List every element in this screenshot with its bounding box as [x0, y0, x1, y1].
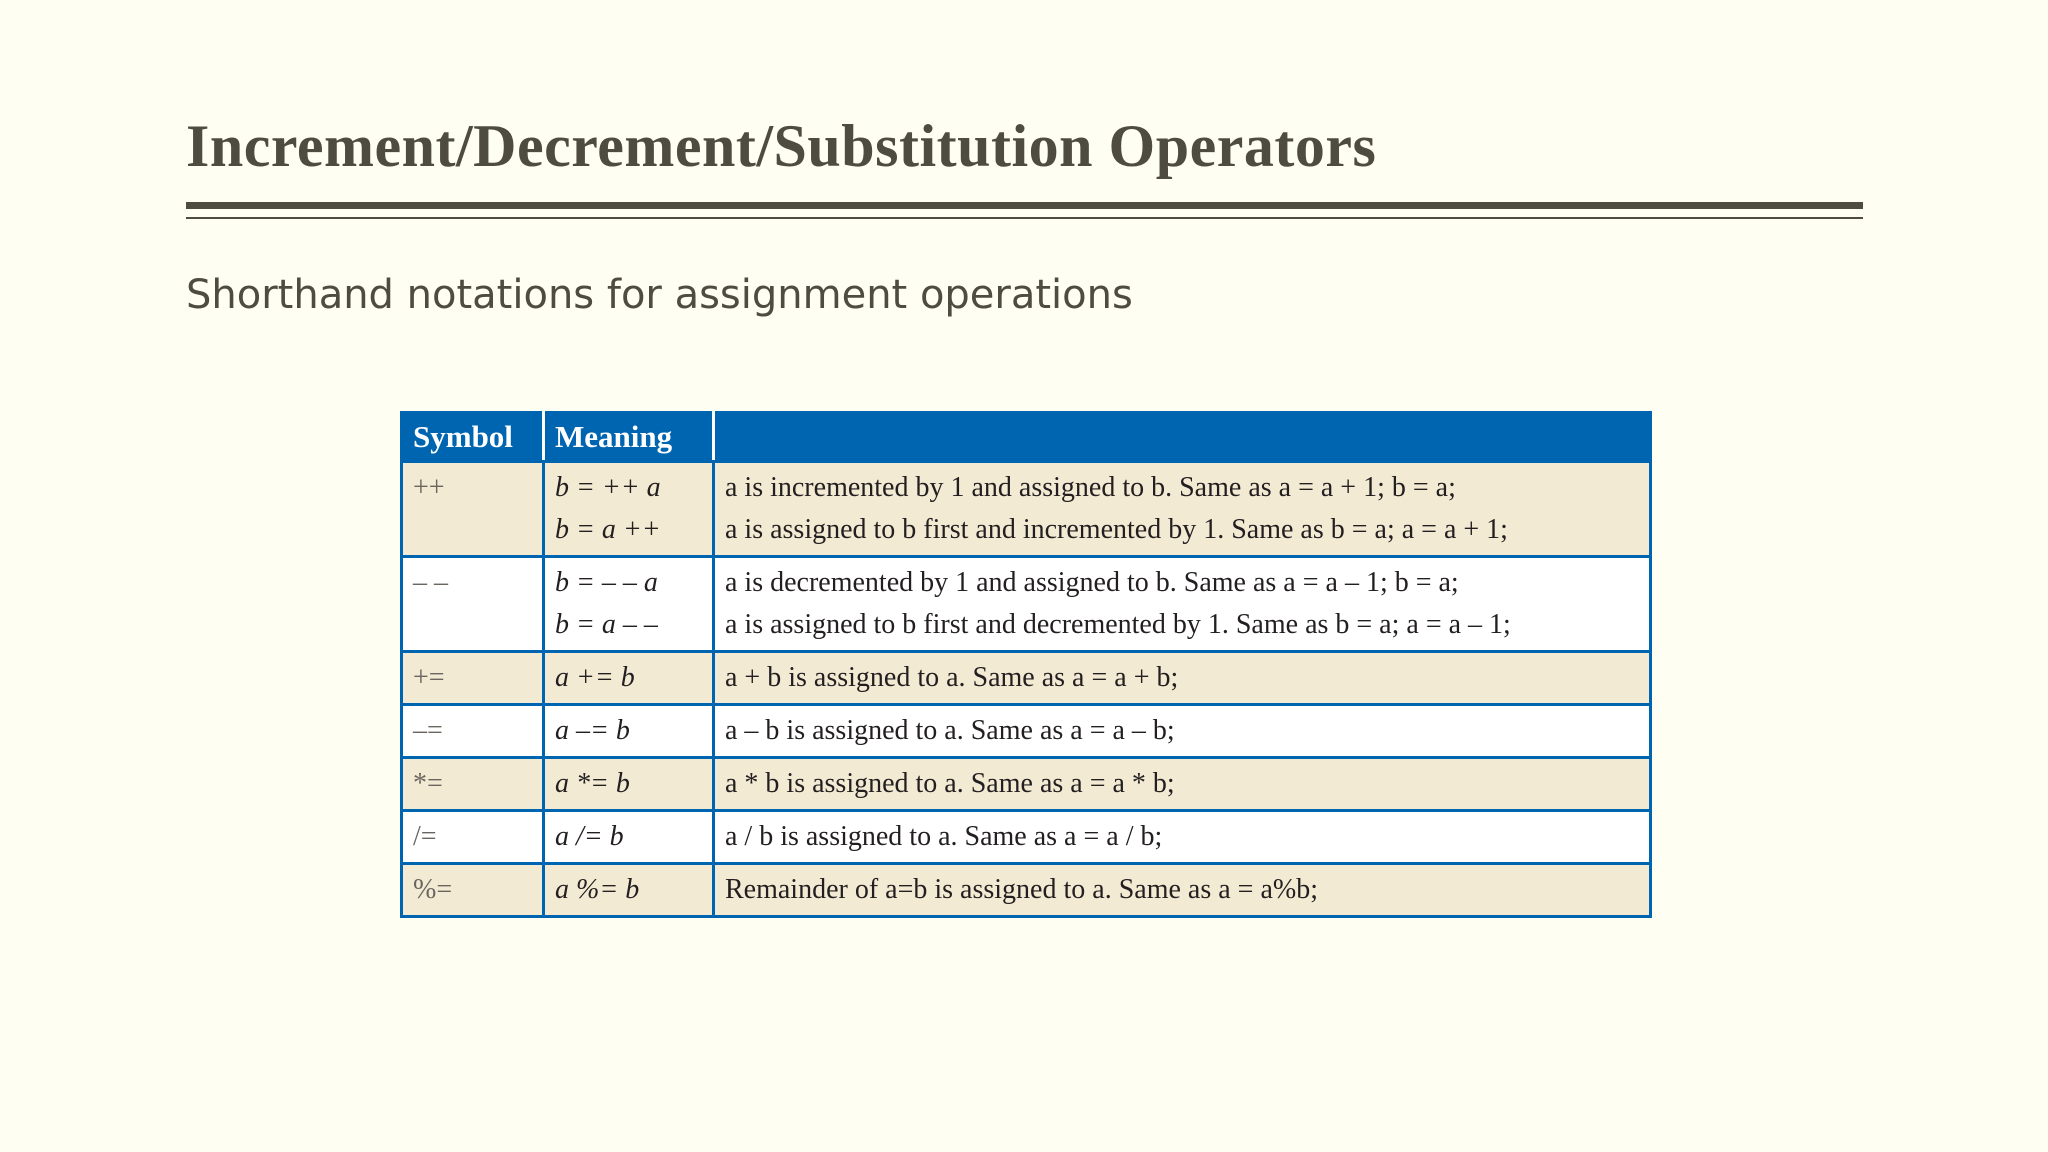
- description-cell: a + b is assigned to a. Same as a = a + b;: [714, 652, 1651, 705]
- header-meaning: Meaning: [544, 413, 714, 462]
- description-line: a is decremented by 1 and assigned to b. Same as a = a – 1; b = a;: [725, 567, 1459, 598]
- description-line: a is assigned to b first and decremented by 1. Same as b = a; a = a – 1;: [725, 609, 1511, 640]
- description-cell: a / b is assigned to a. Same as a = a / b;: [714, 811, 1651, 864]
- table-row: [402, 705, 1651, 758]
- meaning-line: b = ++ a: [555, 472, 661, 503]
- title-rule-thin: [186, 217, 1863, 219]
- table-row: [402, 462, 1651, 557]
- header-description: [714, 413, 1651, 462]
- meaning-cell: a –= b: [544, 705, 714, 758]
- header-symbol: Symbol: [402, 413, 544, 462]
- operators-table: [400, 411, 1652, 918]
- description-cell: Remainder of a=b is assigned to a. Same as a = a%b;: [714, 864, 1651, 917]
- title-rule-thick: [186, 202, 1863, 209]
- meaning-line: b = a – –: [555, 609, 658, 640]
- symbol-cell: – –: [402, 557, 544, 652]
- meaning-cell: a += b: [544, 652, 714, 705]
- meaning-line: b = a ++: [555, 514, 661, 545]
- operators-table-container: [400, 411, 1649, 905]
- symbol-cell: –=: [402, 705, 544, 758]
- meaning-line: b = – – a: [555, 567, 658, 598]
- table-row: [402, 652, 1651, 705]
- description-cell: [714, 462, 1651, 557]
- symbol-cell: *=: [402, 758, 544, 811]
- symbol-cell: /=: [402, 811, 544, 864]
- description-line: a is assigned to b first and incremented by 1. Same as b = a; a = a + 1;: [725, 514, 1508, 545]
- description-cell: a * b is assigned to a. Same as a = a * b;: [714, 758, 1651, 811]
- description-cell: [714, 557, 1651, 652]
- table-row: [402, 557, 1651, 652]
- description-line: a is incremented by 1 and assigned to b. Same as a = a + 1; b = a;: [725, 472, 1456, 503]
- meaning-cell: a *= b: [544, 758, 714, 811]
- slide-title: Increment/Decrement/Substitution Operators: [186, 113, 1377, 179]
- symbol-cell: +=: [402, 652, 544, 705]
- table-header-row: [402, 413, 1651, 462]
- symbol-cell: %=: [402, 864, 544, 917]
- slide-subtitle: Shorthand notations for assignment operations: [186, 272, 1133, 318]
- meaning-cell: a %= b: [544, 864, 714, 917]
- table-row: [402, 811, 1651, 864]
- description-cell: a – b is assigned to a. Same as a = a – b;: [714, 705, 1651, 758]
- meaning-cell: [544, 557, 714, 652]
- meaning-cell: a /= b: [544, 811, 714, 864]
- table-row: [402, 864, 1651, 917]
- table-row: [402, 758, 1651, 811]
- symbol-cell: ++: [402, 462, 544, 557]
- meaning-cell: [544, 462, 714, 557]
